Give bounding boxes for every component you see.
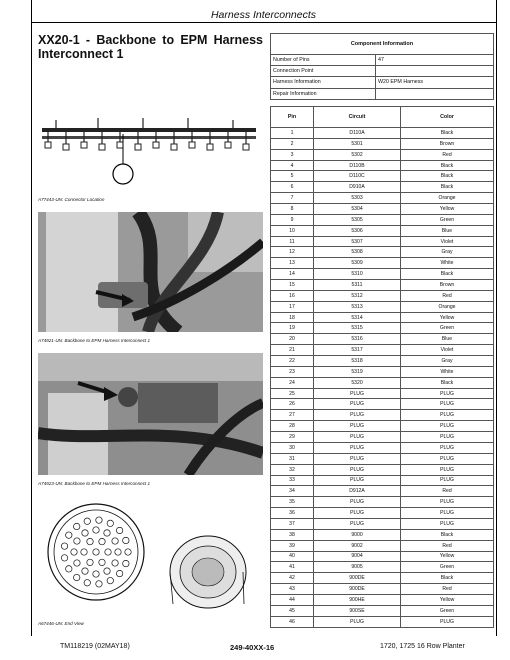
comp-label: Number of Pins [271, 55, 376, 66]
pin-row [271, 605, 494, 616]
connector-pin-hole [61, 543, 67, 549]
pin-header: Pin [271, 107, 314, 128]
circuit-cell: PLUG [314, 464, 401, 475]
circuit-cell: 900HE [314, 594, 401, 605]
pin-row [271, 584, 494, 595]
figure-caption: A74923-UN: Backbone to EPM Harness Interconnect 1 [38, 481, 151, 486]
circuit-cell: 5310 [314, 269, 401, 280]
pin-table [270, 106, 494, 628]
pin-cell: 17 [271, 301, 314, 312]
color-cell: PLUG [401, 497, 494, 508]
pin-row [271, 594, 494, 605]
pin-cell: 30 [271, 442, 314, 453]
footer-model: 1720, 1725 16 Row Planter [380, 643, 465, 650]
pin-cell: 41 [271, 562, 314, 573]
pin-row [271, 193, 494, 204]
pin-cell: 35 [271, 497, 314, 508]
comp-label: Harness Information [271, 77, 376, 88]
pin-row [271, 247, 494, 258]
circuit-cell: 5309 [314, 258, 401, 269]
circuit-cell: PLUG [314, 518, 401, 529]
pin-cell: 14 [271, 269, 314, 280]
connector-pin-hole [116, 527, 122, 533]
planter-frame-illustration [38, 112, 263, 194]
figure-caption: A67446-UN: End View [38, 621, 84, 626]
pin-row [271, 334, 494, 345]
comp-label: Connection Point [271, 66, 376, 77]
color-cell: PLUG [401, 453, 494, 464]
circuit-cell: 9000 [314, 529, 401, 540]
color-cell: PLUG [401, 508, 494, 519]
color-cell: PLUG [401, 442, 494, 453]
pin-cell: 26 [271, 399, 314, 410]
pin-row [271, 486, 494, 497]
color-cell: Red [401, 540, 494, 551]
connector-pin-hole [93, 527, 99, 533]
pin-row [271, 562, 494, 573]
pin-cell: 38 [271, 529, 314, 540]
pin-row [271, 301, 494, 312]
connector-pin-hole [71, 549, 77, 555]
pin-row [271, 290, 494, 301]
color-cell: PLUG [401, 399, 494, 410]
pin-cell: 20 [271, 334, 314, 345]
pin-cell: 18 [271, 312, 314, 323]
circuit-cell: 5320 [314, 377, 401, 388]
pin-cell: 32 [271, 464, 314, 475]
pin-cell: 9 [271, 214, 314, 225]
circuit-cell: 5301 [314, 138, 401, 149]
connector-pin-hole [87, 538, 93, 544]
circuit-cell: 5317 [314, 345, 401, 356]
connector-pin-hole [104, 568, 110, 574]
pin-cell: 36 [271, 508, 314, 519]
section-header: Harness Interconnects [210, 9, 317, 21]
color-cell: Violet [401, 236, 494, 247]
color-cell: Violet [401, 345, 494, 356]
pin-row [271, 356, 494, 367]
pin-cell: 39 [271, 540, 314, 551]
header-divider [31, 22, 496, 23]
pin-cell: 28 [271, 421, 314, 432]
color-cell: Blue [401, 225, 494, 236]
circuit-cell: 5303 [314, 193, 401, 204]
pin-cell: 8 [271, 204, 314, 215]
page-title: XX20-1 - Backbone to EPM Harness Interconnect 1 [38, 33, 263, 61]
connector-pin-hole [105, 549, 111, 555]
color-cell: Red [401, 149, 494, 160]
circuit-cell: 5312 [314, 290, 401, 301]
pin-cell: 12 [271, 247, 314, 258]
color-cell: Gray [401, 247, 494, 258]
pin-row [271, 616, 494, 627]
connector-pin-hole [66, 532, 72, 538]
color-cell: Black [401, 171, 494, 182]
circuit-cell: 5307 [314, 236, 401, 247]
color-cell: Black [401, 573, 494, 584]
pin-row [271, 551, 494, 562]
connector-pin-hole [107, 577, 113, 583]
color-cell: Black [401, 160, 494, 171]
pin-row [271, 182, 494, 193]
circuit-cell: 5314 [314, 312, 401, 323]
circuit-cell: 5319 [314, 366, 401, 377]
pin-row [271, 236, 494, 247]
color-cell: Yellow [401, 204, 494, 215]
circuit-cell: 5315 [314, 323, 401, 334]
circuit-cell: 5311 [314, 280, 401, 291]
figure-caption: A77443-UN: Connector Location [38, 197, 105, 202]
pin-cell: 34 [271, 486, 314, 497]
color-cell: White [401, 258, 494, 269]
circuit-cell: 900DE [314, 573, 401, 584]
connector-end-view [38, 494, 263, 616]
pin-cell: 40 [271, 551, 314, 562]
pin-cell: 31 [271, 453, 314, 464]
color-cell: PLUG [401, 432, 494, 443]
connector-pin-hole [66, 566, 72, 572]
footer-doc-number: TM118219 (02MAY18) [60, 643, 130, 650]
color-cell: Red [401, 290, 494, 301]
connector-pin-hole [74, 560, 80, 566]
pin-row [271, 149, 494, 160]
connector-pin-hole [84, 518, 90, 524]
pin-row [271, 214, 494, 225]
color-cell: Black [401, 182, 494, 193]
pin-row [271, 280, 494, 291]
circuit-cell: 5316 [314, 334, 401, 345]
pin-cell: 24 [271, 377, 314, 388]
figure-caption: A74921-UN: Backbone to EPM Harness Interconnect 1 [38, 338, 151, 343]
circuit-cell: 9004 [314, 551, 401, 562]
connector-pin-hole [96, 581, 102, 587]
circuit-cell: PLUG [314, 497, 401, 508]
pin-row [271, 388, 494, 399]
pin-row [271, 269, 494, 280]
connector-pin-hole [81, 549, 87, 555]
pin-row [271, 204, 494, 215]
connector-pin-hole [74, 538, 80, 544]
pin-cell: 3 [271, 149, 314, 160]
color-cell: PLUG [401, 518, 494, 529]
component-info-heading: Component Information [271, 34, 494, 55]
pin-cell: 21 [271, 345, 314, 356]
color-cell: Green [401, 562, 494, 573]
connector-pin-hole [87, 559, 93, 565]
pin-row [271, 399, 494, 410]
pin-row [271, 258, 494, 269]
circuit-cell: 9002 [314, 540, 401, 551]
circuit-cell: PLUG [314, 453, 401, 464]
connector-pin-hole [99, 559, 105, 565]
circuit-cell: D110A [314, 128, 401, 139]
circuit-cell: 9005 [314, 562, 401, 573]
pin-cell: 13 [271, 258, 314, 269]
circuit-cell: PLUG [314, 432, 401, 443]
connector-pin-hole [99, 538, 105, 544]
pin-cell: 37 [271, 518, 314, 529]
color-header: Color [401, 107, 494, 128]
color-cell: Black [401, 377, 494, 388]
color-cell: Orange [401, 301, 494, 312]
circuit-cell: PLUG [314, 421, 401, 432]
connector-pin-hole [74, 523, 80, 529]
pin-row [271, 529, 494, 540]
connector-pin-hole [116, 570, 122, 576]
pin-row [271, 442, 494, 453]
color-cell: Blue [401, 334, 494, 345]
color-cell: PLUG [401, 464, 494, 475]
color-cell: Yellow [401, 551, 494, 562]
circuit-cell: D110B [314, 160, 401, 171]
circuit-cell: 5302 [314, 149, 401, 160]
circuit-cell: 900SE [314, 605, 401, 616]
pin-row [271, 312, 494, 323]
color-cell: Green [401, 214, 494, 225]
circuit-cell: PLUG [314, 399, 401, 410]
circuit-cell: 5304 [314, 204, 401, 215]
circuit-header: Circuit [314, 107, 401, 128]
pin-row [271, 464, 494, 475]
color-cell: PLUG [401, 421, 494, 432]
connector-pin-hole [115, 549, 121, 555]
circuit-cell: D910A [314, 182, 401, 193]
pin-row [271, 497, 494, 508]
circuit-cell: D110C [314, 171, 401, 182]
pin-cell: 10 [271, 225, 314, 236]
pin-row [271, 421, 494, 432]
circuit-cell: 5306 [314, 225, 401, 236]
color-cell: PLUG [401, 475, 494, 486]
pin-cell: 27 [271, 410, 314, 421]
connector-pin-hole [61, 555, 67, 561]
color-cell: Black [401, 269, 494, 280]
connector-pin-hole [112, 560, 118, 566]
color-cell: Black [401, 529, 494, 540]
callout-circle-icon [113, 164, 133, 184]
connector-pin-hole [112, 538, 118, 544]
color-cell: Black [401, 128, 494, 139]
pin-cell: 23 [271, 366, 314, 377]
connector-pin-hole [125, 549, 131, 555]
pin-row [271, 225, 494, 236]
pin-row [271, 573, 494, 584]
circuit-cell: PLUG [314, 442, 401, 453]
color-cell: Gray [401, 356, 494, 367]
pin-row [271, 160, 494, 171]
pin-row [271, 377, 494, 388]
pin-row [271, 171, 494, 182]
connector-pin-hole [107, 520, 113, 526]
connector-pin-hole [82, 530, 88, 536]
connector-pin-hole [104, 530, 110, 536]
color-cell: White [401, 366, 494, 377]
connector-pin-hole [93, 571, 99, 577]
pin-row [271, 323, 494, 334]
component-info-table [270, 33, 494, 100]
comp-value: W20 EPM Harness [376, 77, 494, 88]
pin-row [271, 518, 494, 529]
connector-pin-hole [93, 549, 99, 555]
color-cell: Brown [401, 280, 494, 291]
pin-cell: 16 [271, 290, 314, 301]
connector-pin-hole [74, 574, 80, 580]
connector-pin-hole [82, 568, 88, 574]
pin-cell: 42 [271, 573, 314, 584]
color-cell: PLUG [401, 388, 494, 399]
pin-cell: 19 [271, 323, 314, 334]
pin-cell: 5 [271, 171, 314, 182]
color-cell: Brown [401, 138, 494, 149]
pin-cell: 33 [271, 475, 314, 486]
circuit-cell: PLUG [314, 616, 401, 627]
pin-cell: 44 [271, 594, 314, 605]
connector-pin-hole [123, 560, 129, 566]
color-cell: PLUG [401, 410, 494, 421]
color-cell: Red [401, 584, 494, 595]
pin-cell: 15 [271, 280, 314, 291]
pin-row [271, 345, 494, 356]
pin-row [271, 540, 494, 551]
circuit-cell: 5318 [314, 356, 401, 367]
harness-photo-2 [38, 353, 263, 475]
pin-cell: 7 [271, 193, 314, 204]
circuit-cell: D912A [314, 486, 401, 497]
pin-row [271, 475, 494, 486]
pin-row [271, 508, 494, 519]
connector-pin-hole [84, 580, 90, 586]
pin-cell: 4 [271, 160, 314, 171]
connector-pin-hole [123, 537, 129, 543]
circuit-cell: 5305 [314, 214, 401, 225]
comp-label: Repair Information [271, 88, 376, 99]
color-cell: Yellow [401, 594, 494, 605]
pin-row [271, 366, 494, 377]
connector-pin-hole [96, 517, 102, 523]
pin-row [271, 410, 494, 421]
pin-cell: 2 [271, 138, 314, 149]
circuit-cell: 5313 [314, 301, 401, 312]
pin-row [271, 453, 494, 464]
circuit-cell: PLUG [314, 410, 401, 421]
pin-cell: 45 [271, 605, 314, 616]
pin-cell: 25 [271, 388, 314, 399]
color-cell: PLUG [401, 616, 494, 627]
circuit-cell: PLUG [314, 388, 401, 399]
footer-page-number: 249-40XX-16 [230, 643, 275, 652]
circuit-cell: 5308 [314, 247, 401, 258]
pin-cell: 11 [271, 236, 314, 247]
color-cell: Yellow [401, 312, 494, 323]
pin-row [271, 128, 494, 139]
color-cell: Green [401, 605, 494, 616]
pin-cell: 43 [271, 584, 314, 595]
pin-cell: 22 [271, 356, 314, 367]
pin-cell: 46 [271, 616, 314, 627]
pin-row [271, 432, 494, 443]
color-cell: Green [401, 323, 494, 334]
harness-photo-1 [38, 212, 263, 332]
comp-value [376, 66, 494, 77]
circuit-cell: PLUG [314, 508, 401, 519]
comp-value: 47 [376, 55, 494, 66]
circuit-cell: PLUG [314, 475, 401, 486]
pin-cell: 6 [271, 182, 314, 193]
circuit-cell: 900DE [314, 584, 401, 595]
comp-value [376, 88, 494, 99]
color-cell: Red [401, 486, 494, 497]
pin-cell: 1 [271, 128, 314, 139]
pin-row [271, 138, 494, 149]
pin-cell: 29 [271, 432, 314, 443]
pin-table-body [271, 128, 494, 628]
color-cell: Orange [401, 193, 494, 204]
